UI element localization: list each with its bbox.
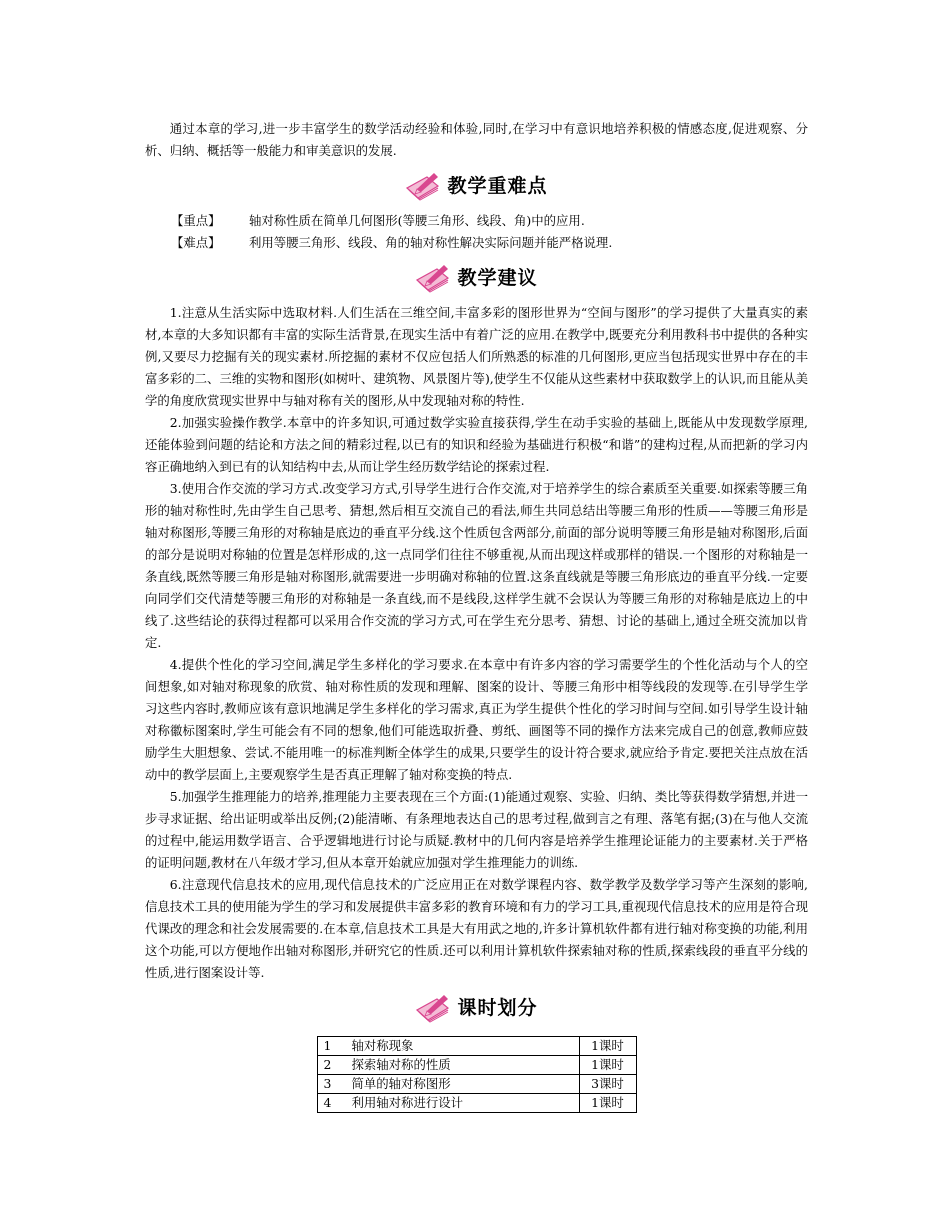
lesson-title: 简单的轴对称图形 (342, 1075, 580, 1094)
lesson-hours: 1课时 (579, 1037, 636, 1056)
lesson-hours: 3课时 (579, 1075, 636, 1094)
lesson-number: 1 (317, 1037, 342, 1056)
table-row (317, 1037, 636, 1056)
section-title: 教学重难点 (447, 175, 548, 197)
suggestion-paragraph: 3.使用合作交流的学习方式.改变学习方式,引导学生进行合作交流,对于培养学生的综合素质至关重要.如探索等腰三角形的轴对称性时,先由学生自己思考、猜想,然后相互交流自己的看法,师生共同总结出等腰三角形的性质——等腰三角形是轴对称图形,等腰三角形的对称轴是底边的垂直平分线.这个性质包含两部分,前面的部分说明等腰三角形是轴对称图形,后面的部分是说明对称轴的位置是怎样形成的,这一点同学们往往不够重视,从而出现这样或那样的错误.一个图形的对称轴是一条直线,既然等腰三角形是轴对称图形,就需要进一步明确对称轴的位置.这条直线就是等腰三角形底边的垂直平分线.一定要向同学们交代清楚等腰三角形的对称轴是一条直线,而不是线段,这样学生就不会误认为等腰三角形的对称轴是底边上的中线了.这些结论的获得过程都可以采用合作交流的学习方式,可在学生充分思考、猜想、讨论的基础上,通过全班交流加以肯定. (145, 481, 808, 650)
lesson-title: 探索轴对称的性质 (342, 1056, 580, 1075)
table-row (317, 1056, 636, 1075)
suggestion-paragraph: 6.注意现代信息技术的应用,现代信息技术的广泛应用正在对数学课程内容、数学教学及数学学习等产生深刻的影响,信息技术工具的使用能为学生的学习和发展提供丰富多彩的教育环境和有力的学习工具,重视现代信息技术的应用是符合现代课改的理念和社会发展需要的.在本章,信息技术工具是大有用武之地的,许多计算机软件都有进行轴对称变换的功能,利用这个功能,可以方便地作出轴对称图形,并研究它的性质.还可以利用计算机软件探索轴对称的性质,探索线段的垂直平分线的性质,进行图案设计等. (145, 877, 808, 980)
lesson-hours: 1课时 (579, 1094, 636, 1113)
hard-point-row (145, 232, 808, 254)
pen-notebook-icon (405, 171, 441, 201)
hard-point-text: 利用等腰三角形、线段、角的轴对称性解决实际问题并能严格说理. (249, 235, 613, 250)
intro-paragraph: 通过本章的学习,进一步丰富学生的数学活动经验和体验,同时,在学习中有意识地培养积极的情感态度,促进观察、分析、归纳、概括等一般能力和审美意识的发展. (145, 121, 808, 158)
suggestion-paragraph: 4.提供个性化的学习空间,满足学生多样化的学习要求.在本章中有许多内容的学习需要学生的个性化活动与个人的空间想象,如对轴对称现象的欣赏、轴对称性质的发现和理解、图案的设计、等腰三角形中相等线段的发现等.在引导学生学习这些内容时,教师应该有意识地满足学生多样化的学习需求,真正为学生提供个性化的学习时间与空间.如引导学生设计轴对称徽标图案时,学生可能会有不同的想象,他们可能选取折叠、剪纸、画图等不同的操作方法来完成自己的创意,教师应鼓励学生大胆想象、尝试.不能用唯一的标准判断全体学生的成果,只要学生的设计符合要求,就应给予肯定.要把关注点放在活动中的教学层面上,主要观察学生是否真正理解了轴对称变换的特点. (145, 657, 808, 782)
key-point-text: 轴对称性质在简单几何图形(等腰三角形、线段、角)中的应用. (249, 213, 585, 228)
suggestion-paragraph: 2.加强实验操作教学.本章中的许多知识,可通过数学实验直接获得,学生在动手实验的基础上,既能从中发现数学原理,还能体验到问题的结论和方法之间的精彩过程,以已有的知识和经验为基础进行积极“和谐”的建构过程,从而把新的学习内容正确地纳入到已有的认知结构中去,从而让学生经历数学结论的探索过程. (145, 415, 808, 474)
section-title: 课时划分 (457, 997, 538, 1019)
section-title: 教学建议 (457, 267, 538, 289)
pen-notebook-icon (415, 263, 451, 293)
lesson-number: 4 (317, 1094, 342, 1113)
section-heading-schedule (145, 988, 808, 1028)
section-heading-suggestions (145, 258, 808, 298)
lesson-schedule-table (317, 1036, 637, 1113)
lesson-number: 2 (317, 1056, 342, 1075)
suggestion-paragraph: 1.注意从生活实际中选取材料.人们生活在三维空间,丰富多彩的图形世界为“空间与图形”的学习提供了大量真实的素材,本章的大多知识都有丰富的实际生活背景,在现实生活中有着广泛的应用.在教学中,既要充分利用教科书中提供的各种实例,又要尽力挖掘有关的现实素材.所挖掘的素材不仅应包括人们所熟悉的标准的几何图形,更应当包括现实世界中存在的丰富多彩的二、三维的实物和图形(如树叶、建筑物、风景图片等),使学生不仅能从这些素材中获取数学上的认识,而且能从美学的角度欣赏现实世界中与轴对称有关的图形,从中发现轴对称的特性. (145, 305, 808, 408)
lesson-number: 3 (317, 1075, 342, 1094)
key-point-row (145, 210, 808, 232)
suggestion-paragraph: 5.加强学生推理能力的培养,推理能力主要表现在三个方面:(1)能通过观察、实验、归纳、类比等获得数学猜想,并进一步寻求证据、给出证明或举出反例;(2)能清晰、有条理地表达自己的思考过程,做到言之有理、落笔有据;(3)在与他人交流的过程中,能运用数学语言、合乎逻辑地进行讨论与质疑.教材中的几何内容是培养学生推理论证能力的主要素材.关于严格的证明问题,教材在八年级才学习,但从本章开始就应加强对学生推理能力的训练. (145, 789, 808, 870)
key-point-label: 【重点】 (171, 213, 221, 228)
lesson-hours: 1课时 (579, 1056, 636, 1075)
section-heading-difficulty (145, 166, 808, 206)
table-row (317, 1094, 636, 1113)
pen-notebook-icon (415, 993, 451, 1023)
lesson-title: 轴对称现象 (342, 1037, 580, 1056)
hard-point-label: 【难点】 (171, 235, 221, 250)
table-row (317, 1075, 636, 1094)
lesson-title: 利用轴对称进行设计 (342, 1094, 580, 1113)
document-body (145, 118, 808, 1113)
